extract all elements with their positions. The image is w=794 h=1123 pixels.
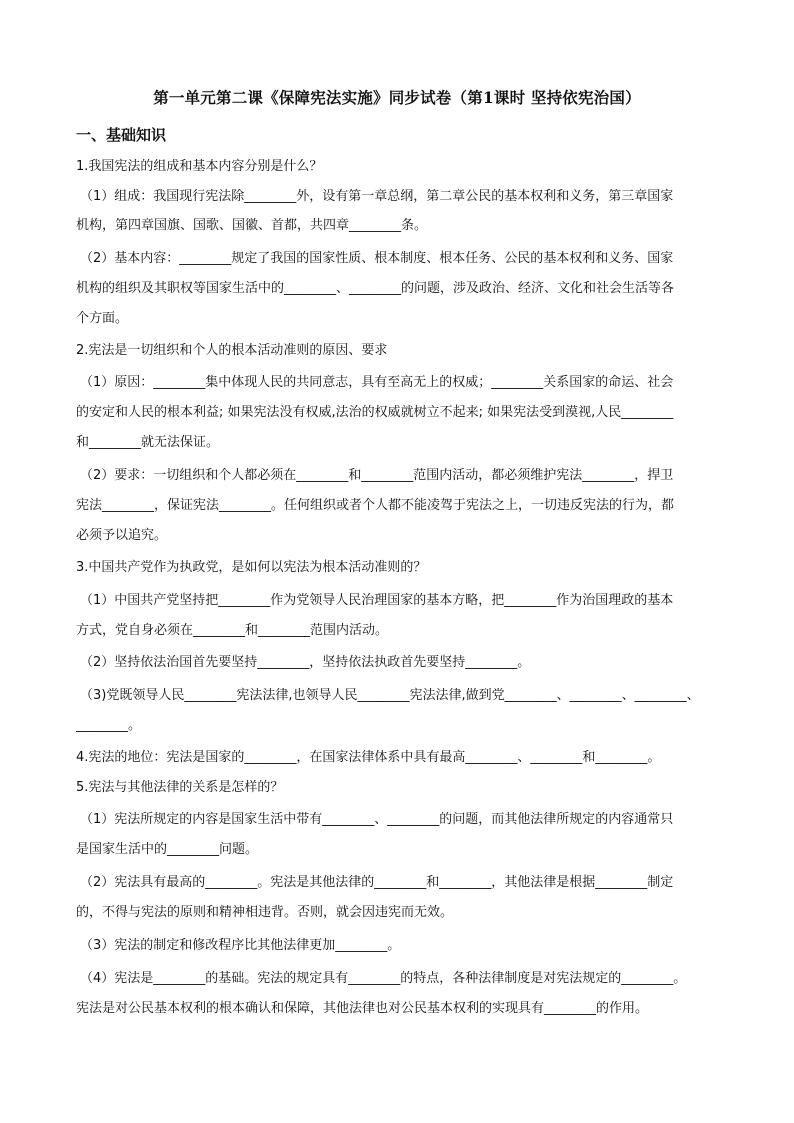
text-line: （3）宪法的制定和修改程序比其他法律更加________。 <box>80 938 401 953</box>
text-line: （1）宪法所规定的内容是国家生活中带有________、________的问题，而其他法律所规定的内容通常只 <box>80 812 674 827</box>
text-line: 4.宪法的地位：宪法是国家的________，在国家法律体系中具有最高________、________和________。 <box>76 750 661 765</box>
text-line: （3)党既领导人民________宪法法律,也领导人民________宪法法律,做到党________、________、________、 <box>80 688 700 703</box>
text-line: 必须予以追究。 <box>76 528 168 543</box>
section-heading: 一、基础知识 <box>76 126 167 144</box>
text-line: 的，不得与宪法的原则和精神相违背。否则，就会因违宪而无效。 <box>76 905 454 920</box>
text-line: 机构，第四章国旗、国歌、国徽、首都，共四章________条。 <box>76 218 428 233</box>
text-line: 个方面。 <box>76 311 129 326</box>
text-line: ________。 <box>76 718 142 733</box>
text-line: 机构的组织及其职权等国家生活中的________、________的问题，涉及政治、经济、文化和社会生活等各 <box>76 281 675 296</box>
text-line: （4）宪法是________的基础。宪法的规定具有________的特点，各种法律制度是对宪法规定的________。 <box>80 971 687 986</box>
text-line: 3.中国共产党作为执政党，是如何以宪法为根本活动准则的？ <box>76 560 427 575</box>
text-line: 和________就无法保证。 <box>76 435 220 450</box>
text-line: 宪法________，保证宪法________。任何组织或者个人都不能凌驾于宪法之上，一切违反宪法的行为，都 <box>76 498 675 513</box>
text-line: 宪法是对公民基本权利的根本确认和保障，其他法律也对公民基本权利的实现具有________的作用。 <box>76 1001 649 1016</box>
text-line: 的安定和人民的根本利益; 如果宪法没有权威,法治的权威就树立不起来; 如果宪法受到漠视,人民________ <box>76 405 674 420</box>
text-line: （2）坚持依法治国首先要坚持________，坚持依法执政首先要坚持________。 <box>80 655 531 670</box>
text-line: （2）宪法具有最高的________。宪法是其他法律的________和________，其他法律是根据________制定 <box>80 875 674 890</box>
text-line: （1）原因：________集中体现人民的共同意志，具有至高无上的权威；________关系国家的命运、社会 <box>80 375 674 390</box>
text-line: 1.我国宪法的组成和基本内容分别是什么？ <box>76 159 323 174</box>
text-line: 2.宪法是一切组织和个人的根本活动准则的原因、要求 <box>76 343 388 358</box>
text-line: 5.宪法与其他法律的关系是怎样的？ <box>76 780 284 795</box>
text-line: 是国家生活中的________问题。 <box>76 842 259 857</box>
document-title: 第一单元第二课《保障宪法实施》同步试卷（第1课时 坚持依宪治国） <box>153 88 641 107</box>
text-line: （2）基本内容：________规定了我国的国家性质、根本制度、根本任务、公民的基本权利和义务、国家 <box>80 251 674 266</box>
text-line: （1）组成：我国现行宪法除________外，设有第一章总纲，第二章公民的基本权利和义务，第三章国家 <box>80 189 674 204</box>
text-line: （2）要求：一切组织和个人都必须在________和________范围内活动，都必须维护宪法________，捍卫 <box>80 468 674 483</box>
text-line: 方式，党自身必须在________和________范围内活动。 <box>76 623 389 638</box>
text-line: （1）中国共产党坚持把________作为党领导人民治理国家的基本方略，把________作为治国理政的基本 <box>80 593 674 608</box>
